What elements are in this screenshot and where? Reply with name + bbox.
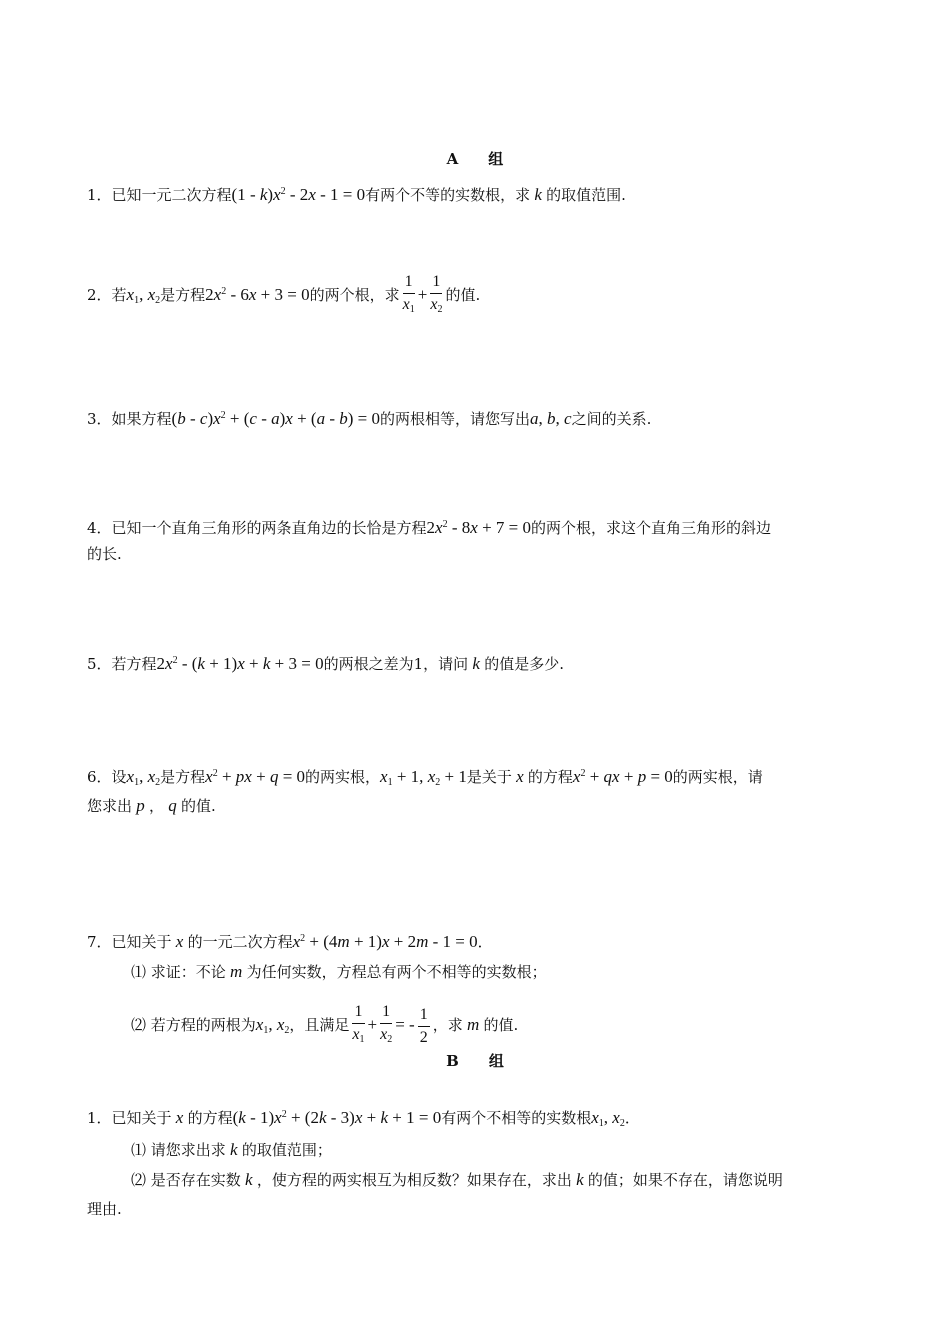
problem-b1-part1: ⑴ 请您求出求 k 的取值范围； <box>131 1140 332 1159</box>
problem-a3: 3．如果方程$(b - c)x^2 + (c - a)x + (a - b) = 0$的两根相等，请您写出a, b, c之间的关系. <box>87 409 652 428</box>
group-a-title: A 组 <box>446 150 504 168</box>
problem-b1-part2: ⑵ 是否存在实数 k ，使方程的两实根互为相反数？如果存在，求出 k 的值；如果不存在，请您说明 <box>131 1170 783 1189</box>
group-b-title: B 组 <box>446 1052 504 1070</box>
problem-a7: 7．已知关于 x 的一元二次方程$x^2 + (4m + 1)x + 2m - 1 = 0$． <box>87 932 493 951</box>
problem-a5: 5．若方程$2x^2 - (k + 1)x + k + 3 = 0$的两根之差为1，请问 k 的值是多少. <box>87 654 564 673</box>
problem-a7-part2: ⑵ 若方程的两根为$x_1$, $x_2$，且满足 $\frac{1}{x_1}$ + $\frac{1}{x_2}$ = - $\frac{1}{2}$ ，求 m 的值. <box>131 1003 519 1046</box>
problem-a6-line2: 您求出 p ， q 的值. <box>87 796 216 815</box>
problem-a1: 1．已知一元二次方程$(1 - k)x^2 - 2x - 1 = 0$有两个不等的实数根，求 k 的取值范围. <box>87 185 626 204</box>
problem-a4-line2: 的长. <box>87 545 122 563</box>
problem-a4: 4．已知一个直角三角形的两条直角边的长恰是方程$2x^2 - 8x + 7 = 0$的两个根，求这个直角三角形的斜边 <box>87 518 772 537</box>
problem-a7-part1: ⑴ 求证：不论 m 为任何实数，方程总有两个不相等的实数根； <box>131 962 547 981</box>
problem-b1-line3: 理由. <box>87 1200 122 1218</box>
problem-b1: 1．已知关于 x 的方程$(k - 1)x^2 + (2k - 3)x + k + 1 = 0$有两个不相等的实数根$x_1$, $x_2$． <box>87 1108 640 1129</box>
problem-a2: 2．若$x_1$, $x_2$是方程$2x^2 - 6x + 3 = 0$的两个根，求 $\frac{1}{x_1}$ + $\frac{1}{x_2}$ 的值. <box>87 273 481 315</box>
problem-a6: 6．设$x_1$, $x_2$是方程$x^2$ + px + q = 0的两实根，$x_1 + 1$, $x_2 + 1$是关于 x 的方程$x^2$ + qx + p = 0的两实根，请 <box>87 767 763 788</box>
